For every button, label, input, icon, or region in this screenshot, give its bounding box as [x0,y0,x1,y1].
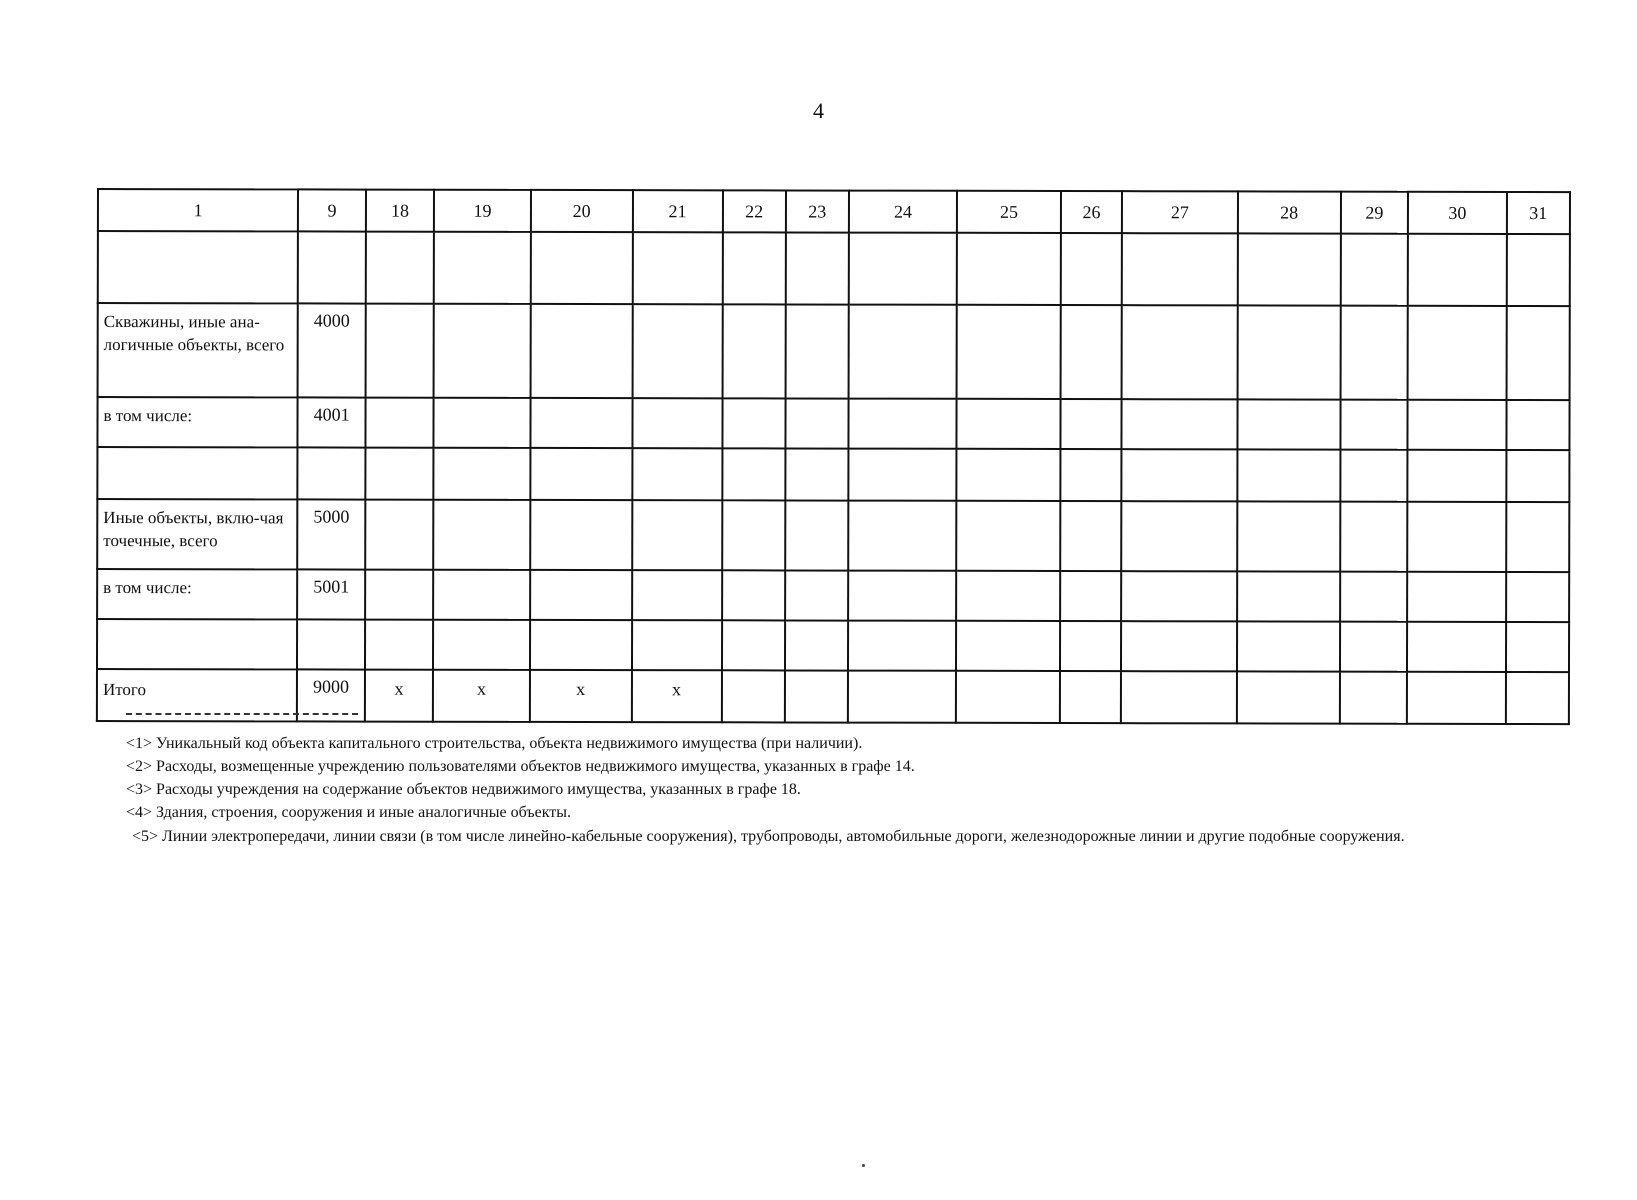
table-cell [1340,672,1408,724]
column-header: 18 [366,190,435,232]
table-cell [1340,572,1408,622]
column-header: 21 [632,190,722,232]
table-cell [365,500,434,570]
table-cell [785,670,848,722]
not-applicable-mark: x [631,670,721,722]
footnote-1: <1> Уникальный код объекта капитального строительства, объекта недвижимого имущества (при наличии). [126,735,863,752]
column-header: 20 [531,190,633,232]
not-applicable-mark: x [365,670,434,722]
table-cell [1121,571,1237,621]
table-row-wells-including [97,397,1569,450]
table-cell [365,620,434,670]
column-header: 28 [1238,191,1341,233]
table-cell [530,398,632,448]
table-cell [722,232,785,304]
footnotes [106,732,1546,846]
column-header: 25 [957,191,1061,233]
table-cell [530,620,632,670]
table-cell [722,570,785,620]
row-code: 5000 [298,499,366,569]
table-cell [1237,449,1340,501]
table-cell [722,448,785,500]
table-cell [434,448,531,500]
row-label: в том числе: [97,397,297,447]
row-label [98,231,298,303]
table-cell [956,501,1060,571]
row-code [298,447,366,499]
table-cell [1340,502,1408,572]
table-cell [957,233,1061,305]
table-cell [1237,305,1340,399]
column-header: 19 [434,190,530,232]
table-cell [1340,450,1408,502]
table-cell [722,620,785,670]
table-cell [434,500,531,570]
table-cell [848,671,956,723]
table-cell [1506,234,1569,306]
table-cell [1408,306,1507,400]
table-row-empty [98,231,1570,306]
table-cell [1061,233,1122,305]
column-header: 30 [1408,192,1507,234]
table-cell [1238,233,1341,305]
table-cell [632,448,722,500]
table-cell [1060,449,1121,501]
table-cell [722,398,785,448]
page-number: 4 [813,98,824,123]
table-cell [1237,501,1340,571]
column-number-row [98,189,1570,234]
table-cell [848,399,956,449]
column-header: 22 [722,190,785,232]
table-cell [434,304,531,398]
table-cell [1121,671,1237,723]
row-label: Скважины, иные ана-логичные объекты, всего [98,303,299,397]
table-cell [1060,571,1121,621]
table-cell [632,620,722,670]
row-code: 4000 [298,303,366,397]
table-cell [365,448,434,500]
table-cell [433,620,530,670]
row-label [97,447,297,499]
table-cell [530,448,632,500]
row-code: 9000 [297,669,365,721]
column-header: 1 [98,189,298,231]
table-cell [434,232,531,304]
table-cell [531,232,633,304]
table-cell [1506,400,1569,450]
table-cell [1407,502,1506,572]
table-cell [1407,450,1506,502]
table-cell [956,671,1060,723]
table-cell [1060,621,1121,671]
table-cell [721,670,784,722]
table-cell [434,398,531,448]
table-cell [1506,572,1569,622]
scan-speck [862,1164,865,1167]
table-cell [722,304,785,398]
table-cell [1408,400,1507,450]
row-label: в том числе: [97,569,297,619]
row-label: Итого [97,669,297,721]
footnote-separator [126,713,358,715]
column-header: 31 [1507,192,1570,234]
row-code [297,619,365,669]
table-cell [785,304,848,398]
table-cell [1237,671,1340,723]
table-cell [632,500,722,570]
table-cell [785,398,848,448]
footnote-2: <2> Расходы, возмещенные учреждению пользователями объектов недвижимого имущества, указанных в графе 14. [126,758,915,775]
table-cell [1408,234,1507,306]
table-cell [1122,305,1238,399]
table-cell [785,232,848,304]
table-cell [1340,306,1408,400]
not-applicable-mark: x [433,670,530,722]
table-cell [785,620,848,670]
table-cell [433,570,530,620]
table-cell [848,621,956,671]
table-cell [1340,400,1408,450]
row-label [97,619,297,669]
table-cell [1340,622,1408,672]
table-cell [1506,502,1569,572]
column-header: 24 [849,191,957,233]
table-row-wells [98,303,1570,400]
table-cell [848,571,956,621]
row-code: 5001 [297,569,365,619]
table-cell [848,501,956,571]
table-cell [785,448,848,500]
column-header: 23 [786,190,849,232]
table-cell [1237,399,1340,449]
table-row-empty [97,447,1569,502]
table-cell [365,304,434,398]
column-header: 9 [298,189,366,231]
table-cell [957,305,1061,399]
footnote-4: <4> Здания, строения, сооружения и иные аналогичные объекты. [126,804,572,821]
table-cell [1237,621,1340,671]
table-cell [1121,501,1237,571]
table-row-other-including [97,569,1569,622]
table-cell [1121,621,1237,671]
column-header: 29 [1341,192,1409,234]
table-cell [530,304,632,398]
table-cell [1237,571,1340,621]
table-cell [848,449,956,501]
footnote-5: <5> Линии электропередачи, линии связи (в том числе линейно-кабельные сооружения), трубопроводы, автомобильные дороги, железнодорожные линии и другие подобные сооружения. [132,828,1405,845]
table-cell [849,233,957,305]
table-cell [632,570,722,620]
table-cell [722,500,785,570]
table-cell [530,500,632,570]
table-cell [366,232,435,304]
table-cell [632,304,722,398]
table-cell [785,570,848,620]
table-row-empty [97,619,1569,672]
not-applicable-mark: x [530,670,632,722]
table-cell [1407,622,1506,672]
table-cell [632,232,722,304]
table-row-total [97,669,1569,724]
table-cell [956,449,1060,501]
table-cell [785,500,848,570]
table-cell [530,570,632,620]
row-code [298,231,366,303]
table-cell [365,398,434,448]
table-cell [1060,501,1121,571]
table-cell [848,305,956,399]
row-label: Иные объекты, вклю-чая точечные, всего [97,499,297,569]
property-costs-table [96,188,1571,725]
table-cell [957,399,1061,449]
table-cell [1122,233,1238,305]
footnote-3: <3> Расходы учреждения на содержание объектов недвижимого имущества, указанных в графе 18. [126,781,801,798]
table-cell [632,398,722,448]
table-cell [1122,399,1238,449]
table-cell [365,570,434,620]
table-cell [1506,306,1570,400]
table-cell [1061,305,1122,399]
row-code: 4001 [298,397,366,447]
column-header: 26 [1061,191,1122,233]
table-cell [1407,672,1506,724]
table-cell [1506,672,1569,724]
table-cell [1060,671,1121,723]
table-cell [1061,399,1122,449]
table-cell [1506,622,1569,672]
table-cell [1506,450,1569,502]
column-header: 27 [1122,191,1238,233]
table-row-other-objects [97,499,1569,572]
table-cell [1340,234,1408,306]
table-cell [1407,572,1506,622]
table-cell [956,571,1060,621]
table-cell [1121,449,1237,501]
table-cell [956,621,1060,671]
